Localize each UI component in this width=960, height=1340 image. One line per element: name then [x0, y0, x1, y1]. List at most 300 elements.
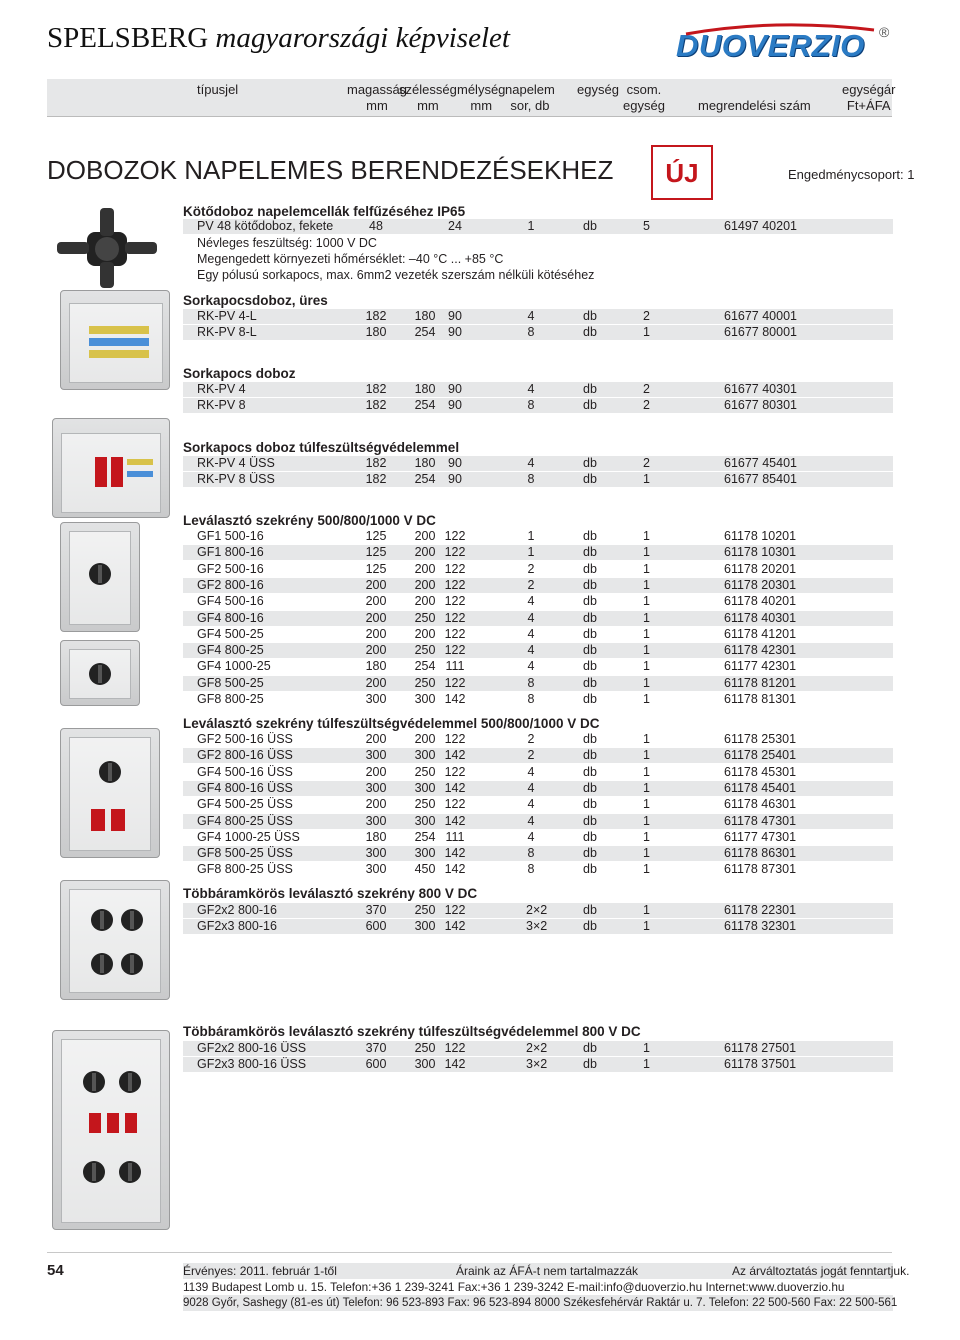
row-type: GF2x3 800-16	[197, 919, 277, 934]
row-order-number: 61178 27501	[724, 1041, 797, 1055]
row-unit: db	[583, 780, 597, 795]
row-panel-count: 8	[527, 846, 535, 861]
row-width: 450	[414, 862, 436, 877]
row-pack: 2	[643, 309, 650, 323]
glass-lid	[69, 889, 161, 993]
row-unit: db	[583, 456, 597, 470]
row-unit: db	[583, 764, 597, 779]
row-panel-count: 8	[527, 675, 535, 690]
row-width: 180	[414, 382, 436, 396]
row-unit: db	[583, 529, 597, 543]
row-order-number: 61178 25301	[724, 732, 797, 746]
row-width: 250	[414, 675, 436, 690]
row-panel-count: 4	[527, 829, 535, 844]
row-panel-count: 8	[527, 692, 535, 706]
row-order-number: 61677 45401	[724, 456, 797, 470]
row-order-number: 61178 45401	[724, 780, 797, 795]
row-depth: 111	[445, 659, 465, 674]
row-width: 200	[414, 732, 436, 746]
table-row	[183, 562, 893, 577]
row-unit: db	[583, 626, 597, 641]
row-width: 250	[414, 797, 436, 812]
row-order-number: 61178 20201	[724, 561, 797, 576]
row-pack: 2	[643, 382, 650, 396]
row-panel-count: 2	[527, 561, 535, 576]
row-width: 200	[414, 561, 436, 576]
table-row	[183, 545, 893, 560]
row-type: PV 48 kötődoboz, fekete	[197, 219, 334, 233]
row-unit: db	[583, 862, 597, 877]
terminal-blocks-icon	[61, 291, 171, 391]
row-order-number: 61677 40001	[724, 309, 797, 323]
logo-text: DUOVERZIO	[676, 28, 865, 63]
group-heading: Leválasztó szekrény 500/800/1000 V DC	[183, 513, 436, 528]
row-panel-count: 1	[527, 219, 535, 233]
row-width: 200	[414, 529, 436, 543]
table-row	[183, 309, 893, 324]
row-depth: 142	[444, 862, 466, 877]
row-order-number: 61177 47301	[724, 829, 797, 844]
row-pack: 1	[643, 594, 650, 609]
rotary-switch-icon	[89, 563, 111, 585]
row-unit: db	[583, 325, 597, 340]
row-type: RK-PV 8-L	[197, 325, 257, 340]
row-panel-count: 1	[527, 529, 535, 543]
row-order-number: 61178 46301	[724, 797, 797, 812]
col-order: megrendelési szám	[698, 98, 811, 113]
row-type: RK-PV 8 ÜSS	[197, 472, 275, 487]
row-order-number: 61178 41201	[724, 626, 797, 641]
row-width: 250	[414, 764, 436, 779]
row-height: 600	[365, 1057, 387, 1072]
title-subtitle: magyarországi képviselet	[215, 22, 510, 54]
row-type: GF4 800-16	[197, 610, 264, 625]
row-width: 300	[414, 1057, 436, 1072]
table-row	[183, 797, 893, 812]
row-order-number: 61178 87301	[724, 862, 797, 877]
row-width: 300	[414, 813, 436, 828]
table-row	[183, 325, 893, 340]
table-row	[183, 627, 893, 642]
table-row	[183, 781, 893, 796]
row-panel-count: 4	[527, 626, 535, 641]
row-depth: 122	[444, 1041, 466, 1055]
discount-group: Engedménycsoport: 1	[788, 167, 915, 182]
row-pack: 1	[643, 659, 650, 674]
rotary-switch-icon	[121, 953, 143, 975]
row-unit: db	[583, 398, 597, 413]
row-height: 600	[365, 919, 387, 934]
row-depth: 90	[448, 456, 462, 470]
table-row	[183, 659, 893, 674]
group-heading: Leválasztó szekrény túlfeszültségvédelemmel 500/800/1000 V DC	[183, 716, 600, 731]
row-pack: 1	[643, 829, 650, 844]
row-height: 180	[365, 659, 387, 674]
junction-box-icon	[52, 204, 162, 290]
row-height: 125	[365, 529, 387, 543]
terminal-box-image	[60, 290, 170, 390]
disconnector-small-image	[60, 522, 140, 632]
disconnector-surge-image	[60, 728, 160, 858]
row-height: 200	[365, 675, 387, 690]
row-pack: 2	[643, 456, 650, 470]
spec-note: Megengedett környezeti hőmérséklet: –40 °C ... +85 °C	[197, 252, 504, 266]
row-depth: 90	[448, 472, 462, 487]
row-type: RK-PV 4-L	[197, 309, 257, 323]
row-depth: 142	[444, 692, 466, 706]
row-type: GF8 800-25 ÜSS	[197, 862, 293, 877]
row-depth: 90	[448, 398, 462, 413]
table-row	[183, 219, 893, 234]
row-height: 300	[365, 692, 387, 706]
table-row	[183, 611, 893, 626]
row-height: 370	[365, 1041, 387, 1055]
row-unit: db	[583, 561, 597, 576]
row-pack: 1	[643, 846, 650, 861]
row-order-number: 61178 20301	[724, 577, 797, 592]
row-panel-count: 4	[527, 309, 535, 323]
row-type: GF4 800-25 ÜSS	[197, 813, 293, 828]
row-order-number: 61677 40301	[724, 382, 797, 396]
table-row	[183, 919, 893, 934]
page-title	[47, 22, 510, 55]
col-pack: csom. egység	[623, 82, 665, 113]
title-brand: SPELSBERG	[47, 22, 209, 54]
duoverzio-logo	[676, 24, 896, 78]
row-order-number: 61677 80001	[724, 325, 797, 340]
row-width: 200	[414, 577, 436, 592]
page-number: 54	[47, 1262, 64, 1279]
row-depth: 122	[444, 764, 466, 779]
row-type: GF4 1000-25	[197, 659, 271, 674]
row-width: 300	[414, 748, 436, 763]
row-width: 300	[414, 846, 436, 861]
group-heading: Kötődoboz napelemcellák felfűzéséhez IP65	[183, 204, 466, 219]
table-row	[183, 732, 893, 747]
table-row	[183, 643, 893, 658]
row-pack: 1	[643, 577, 650, 592]
row-panel-count: 3×2	[526, 919, 548, 934]
row-width: 200	[414, 626, 436, 641]
multi-circuit-surge-box-image	[52, 1030, 170, 1230]
row-depth: 122	[444, 643, 466, 658]
row-unit: db	[583, 545, 597, 560]
table-row	[183, 748, 893, 763]
row-width: 200	[414, 594, 436, 609]
row-order-number: 61178 37501	[724, 1057, 797, 1072]
row-panel-count: 4	[527, 456, 535, 470]
row-order-number: 61178 10301	[724, 545, 797, 560]
row-depth: 122	[444, 610, 466, 625]
row-width: 250	[414, 610, 436, 625]
row-depth: 122	[444, 529, 466, 543]
row-width: 200	[414, 545, 436, 560]
row-height: 125	[365, 545, 387, 560]
table-row	[183, 846, 893, 861]
row-width: 254	[414, 398, 436, 413]
surge-protector-icon	[61, 729, 161, 859]
footer-divider	[47, 1252, 892, 1253]
row-height: 200	[365, 610, 387, 625]
new-badge: ÚJ	[651, 145, 713, 200]
row-type: GF4 500-25 ÜSS	[197, 797, 293, 812]
row-width: 254	[414, 829, 436, 844]
row-height: 182	[365, 309, 387, 323]
row-pack: 1	[643, 780, 650, 795]
row-pack: 1	[643, 748, 650, 763]
row-depth: 122	[444, 626, 466, 641]
row-order-number: 61178 22301	[724, 903, 797, 917]
row-pack: 1	[643, 1041, 650, 1055]
row-unit: db	[583, 472, 597, 487]
col-price: egységár Ft+ÁFA	[842, 82, 896, 113]
row-type: GF4 1000-25 ÜSS	[197, 829, 300, 844]
rotary-switch-icon	[91, 953, 113, 975]
row-panel-count: 2×2	[526, 903, 548, 917]
table-row	[183, 382, 893, 397]
footer-budapest: 1139 Budapest Lomb u. 15. Telefon:+36 1 239-3241 Fax:+36 1 239-3242 E-mail:info@duoverzio.hu Internet:www.duoverzio.hu	[183, 1280, 845, 1294]
row-height: 200	[365, 797, 387, 812]
row-depth: 122	[444, 732, 466, 746]
group-heading: Többáramkörös leválasztó szekrény túlfeszültségvédelemmel 800 V DC	[183, 1024, 641, 1039]
row-depth: 24	[448, 219, 462, 233]
row-height: 200	[365, 764, 387, 779]
row-depth: 142	[444, 780, 466, 795]
row-type: RK-PV 4	[197, 382, 246, 396]
row-order-number: 61178 81201	[724, 675, 797, 690]
row-unit: db	[583, 675, 597, 690]
row-unit: db	[583, 382, 597, 396]
row-depth: 142	[444, 748, 466, 763]
row-depth: 122	[444, 903, 466, 917]
row-depth: 122	[444, 577, 466, 592]
table-row	[183, 814, 893, 829]
row-pack: 1	[643, 1057, 650, 1072]
table-row	[183, 472, 893, 487]
row-pack: 1	[643, 529, 650, 543]
row-panel-count: 2×2	[526, 1041, 548, 1055]
row-width: 254	[414, 325, 436, 340]
row-panel-count: 4	[527, 659, 535, 674]
group-heading: Sorkapocs doboz	[183, 366, 296, 381]
row-pack: 1	[643, 472, 650, 487]
row-depth: 142	[444, 1057, 466, 1072]
row-panel-count: 8	[527, 862, 535, 877]
row-height: 182	[365, 456, 387, 470]
row-order-number: 61677 80301	[724, 398, 797, 413]
row-depth: 122	[444, 675, 466, 690]
row-panel-count: 2	[527, 577, 535, 592]
row-width: 250	[414, 1041, 436, 1055]
multi-circuit-box-image	[60, 880, 170, 1000]
row-unit: db	[583, 309, 597, 323]
row-depth: 142	[444, 846, 466, 861]
header-divider	[47, 116, 892, 117]
row-height: 200	[365, 643, 387, 658]
row-type: GF2 800-16 ÜSS	[197, 748, 293, 763]
row-panel-count: 2	[527, 732, 535, 746]
row-panel-count: 1	[527, 545, 535, 560]
row-unit: db	[583, 1041, 597, 1055]
row-height: 125	[365, 561, 387, 576]
row-height: 300	[365, 813, 387, 828]
logo-swoosh-icon	[676, 22, 876, 36]
row-height: 370	[365, 903, 387, 917]
group-heading: Többáramkörös leválasztó szekrény 800 V DC	[183, 886, 478, 901]
surge-protector-icon	[53, 1031, 171, 1231]
row-panel-count: 8	[527, 472, 535, 487]
col-depth: mélység mm	[457, 82, 506, 113]
row-depth: 90	[448, 382, 462, 396]
disconnector-medium-image	[60, 640, 140, 706]
row-width: 180	[414, 309, 436, 323]
row-pack: 1	[643, 919, 650, 934]
row-order-number: 61677 85401	[724, 472, 797, 487]
row-width: 254	[414, 659, 436, 674]
row-type: GF2x2 800-16	[197, 903, 277, 917]
row-pack: 1	[643, 626, 650, 641]
row-type: GF2x2 800-16 ÜSS	[197, 1041, 307, 1055]
row-panel-count: 4	[527, 764, 535, 779]
row-type: GF2x3 800-16 ÜSS	[197, 1057, 307, 1072]
row-panel-count: 4	[527, 382, 535, 396]
row-height: 200	[365, 577, 387, 592]
row-pack: 1	[643, 903, 650, 917]
row-pack: 1	[643, 732, 650, 746]
row-depth: 122	[444, 561, 466, 576]
row-unit: db	[583, 748, 597, 763]
row-depth: 122	[444, 594, 466, 609]
footer-vat: Áraink az ÁFÁ-t nem tartalmazzák	[456, 1264, 639, 1278]
row-height: 200	[365, 594, 387, 609]
col-height: magasság mm	[347, 82, 407, 113]
table-row	[183, 862, 893, 877]
row-type: GF4 800-25	[197, 643, 264, 658]
row-panel-count: 4	[527, 610, 535, 625]
rotary-switch-icon	[89, 663, 111, 685]
spec-note: Egy pólusú sorkapocs, max. 6mm2 vezeték szerszám nélküli kötéséhez	[197, 268, 595, 282]
row-depth: 90	[448, 325, 462, 340]
row-width: 250	[414, 643, 436, 658]
row-height: 180	[365, 829, 387, 844]
row-pack: 1	[643, 813, 650, 828]
row-order-number: 61497 40201	[724, 219, 797, 233]
row-type: GF4 500-25	[197, 626, 264, 641]
row-height: 182	[365, 398, 387, 413]
row-panel-count: 3×2	[526, 1057, 548, 1072]
spec-note: Névleges feszültség: 1000 V DC	[197, 236, 377, 250]
table-row	[183, 456, 893, 471]
rotary-switch-icon	[91, 909, 113, 931]
row-order-number: 61178 25401	[724, 748, 797, 763]
row-order-number: 61178 81301	[724, 692, 797, 706]
row-order-number: 61178 42301	[724, 643, 797, 658]
row-width: 250	[414, 903, 436, 917]
row-pack: 1	[643, 862, 650, 877]
row-pack: 1	[643, 643, 650, 658]
row-unit: db	[583, 577, 597, 592]
row-type: RK-PV 4 ÜSS	[197, 456, 275, 470]
row-panel-count: 8	[527, 398, 535, 413]
row-pack: 1	[643, 325, 650, 340]
surge-protector-icon	[53, 419, 171, 519]
row-panel-count: 4	[527, 797, 535, 812]
table-row	[183, 903, 893, 918]
footer-valid: Érvényes: 2011. február 1-től	[183, 1264, 337, 1278]
row-width: 180	[414, 456, 436, 470]
row-width: 300	[414, 780, 436, 795]
row-height: 300	[365, 862, 387, 877]
row-height: 48	[369, 219, 383, 233]
row-height: 200	[365, 626, 387, 641]
terminal-box-surge-image	[52, 418, 170, 518]
row-depth: 122	[444, 797, 466, 812]
row-order-number: 61178 10201	[724, 529, 797, 543]
row-depth: 90	[448, 309, 462, 323]
rotary-switch-icon	[121, 909, 143, 931]
logo-registered-mark: ®	[879, 24, 890, 40]
row-unit: db	[583, 643, 597, 658]
row-height: 182	[365, 472, 387, 487]
table-row	[183, 692, 893, 707]
row-type: GF4 800-16 ÜSS	[197, 780, 293, 795]
row-type: GF4 500-16	[197, 594, 264, 609]
row-unit: db	[583, 610, 597, 625]
row-type: GF2 500-16 ÜSS	[197, 732, 293, 746]
row-pack: 1	[643, 675, 650, 690]
row-pack: 5	[643, 219, 650, 233]
row-unit: db	[583, 692, 597, 706]
row-order-number: 61178 32301	[724, 919, 797, 934]
row-pack: 1	[643, 692, 650, 706]
row-pack: 1	[643, 797, 650, 812]
row-type: GF2 500-16	[197, 561, 264, 576]
row-width: 300	[414, 919, 436, 934]
table-row	[183, 594, 893, 609]
row-pack: 1	[643, 545, 650, 560]
group-heading: Sorkapocs doboz túlfeszültségvédelemmel	[183, 440, 460, 455]
row-height: 300	[365, 748, 387, 763]
row-unit: db	[583, 732, 597, 746]
row-width: 300	[414, 692, 436, 706]
row-panel-count: 8	[527, 325, 535, 340]
row-depth: 122	[444, 545, 466, 560]
row-unit: db	[583, 813, 597, 828]
table-row	[183, 1041, 893, 1056]
col-width: szélesség mm	[399, 82, 457, 113]
table-row	[183, 578, 893, 593]
row-unit: db	[583, 846, 597, 861]
column-header-bar	[47, 79, 896, 117]
row-panel-count: 4	[527, 643, 535, 658]
row-pack: 1	[643, 610, 650, 625]
row-panel-count: 4	[527, 780, 535, 795]
row-height: 180	[365, 325, 387, 340]
row-order-number: 61178 45301	[724, 764, 797, 779]
row-type: GF4 500-16 ÜSS	[197, 764, 293, 779]
row-panel-count: 4	[527, 594, 535, 609]
row-unit: db	[583, 903, 597, 917]
row-depth: 111	[445, 829, 465, 844]
row-order-number: 61178 86301	[724, 846, 797, 861]
row-width: 254	[414, 472, 436, 487]
row-unit: db	[583, 659, 597, 674]
row-panel-count: 2	[527, 748, 535, 763]
row-unit: db	[583, 1057, 597, 1072]
table-row	[183, 1057, 893, 1072]
row-pack: 2	[643, 398, 650, 413]
row-unit: db	[583, 219, 597, 233]
